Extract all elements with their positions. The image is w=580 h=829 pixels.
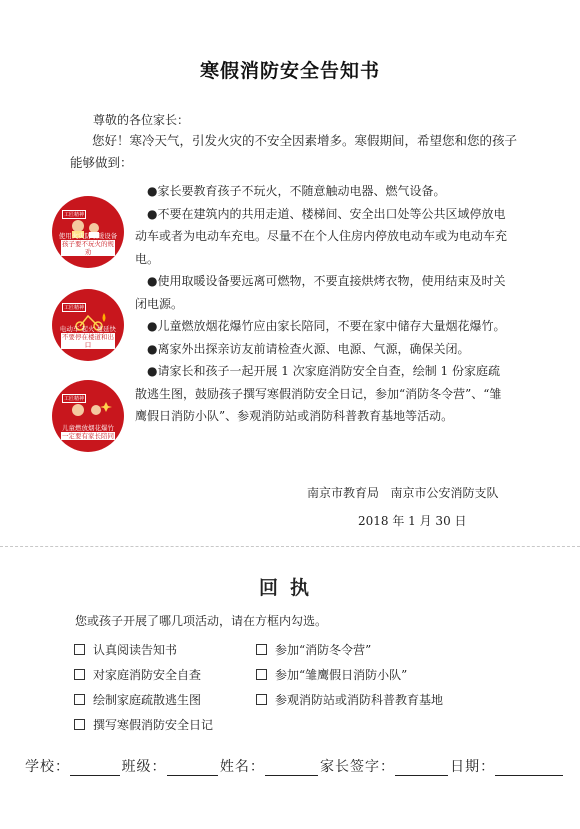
school-field[interactable] — [70, 761, 120, 776]
poster-caption: 电动车 起火 蔓延快 — [59, 325, 117, 333]
bullet-item: ●请家长和孩子一起开展 1 次家庭消防安全自查，绘制 1 份家庭疏散逃生图，鼓励孩子撰写寒假消防安全日记，参加“消防冬令营”、“雏鹰假日消防小队”、参观消防站或消防科普教育基地等活动。 — [135, 364, 502, 423]
document-title: 寒假消防安全告知书 — [199, 60, 380, 82]
bullet-item: ●离家外出探亲访友前请检查火源、电源、气源，确保关闭。 — [147, 341, 470, 356]
poster-caption-highlight: 一定要有家长陪同 — [62, 432, 114, 440]
bullet-list — [135, 180, 510, 428]
checkbox-box[interactable] — [256, 669, 267, 680]
checkbox-label: 撰写寒假消防安全日记 — [93, 718, 214, 732]
bullet-item: ●使用取暖设备要远离可燃物，不要直接烘烤衣物，使用结束及时关闭电源。 — [135, 274, 506, 311]
issuer-signature: 南京市教育局 南京市公安消防支队 — [307, 486, 499, 500]
greeting: 尊敬的各位家长： — [93, 113, 190, 127]
poster-caption: 儿童燃放烟花爆竹 — [62, 424, 114, 432]
school-label: 学校： — [25, 759, 70, 775]
intro-paragraph: 您好！寒冷天气，引发火灾的不安全因素增多。寒假期间，希望您和您的孩子能够做到： — [70, 133, 518, 170]
checkbox-label: 认真阅读告知书 — [93, 643, 178, 657]
bullet-item: ●不要在建筑内的共用走道、楼梯间、安全出口处等公共区域停放电动车或者为电动车充电。尽量不在个人住房内停放电动车或为电动车充电。 — [135, 206, 508, 266]
class-label: 班级： — [121, 759, 167, 775]
checkbox-box[interactable] — [256, 644, 267, 655]
fire-safety-poster — [52, 289, 124, 361]
checkbox-box[interactable] — [74, 719, 85, 730]
poster-tag: 工匠精神 — [64, 396, 85, 402]
checkbox-visit-station[interactable] — [256, 691, 443, 708]
poster-tag: 工匠精神 — [64, 305, 85, 311]
date-label: 日期： — [450, 759, 496, 775]
parent-signature-label: 家长签字： — [320, 759, 395, 775]
checkbox-label: 对家庭消防安全自查 — [93, 668, 202, 682]
poster-tag: 工匠精神 — [64, 212, 85, 218]
checkbox-fire-team[interactable] — [256, 666, 407, 683]
checkbox-label: 参加“雏鹰假日消防小队” — [275, 668, 408, 682]
checkbox-label: 绘制家庭疏散逃生图 — [93, 693, 202, 707]
checkbox-box[interactable] — [74, 694, 85, 705]
receipt-instruction: 您或孩子开展了哪几项活动，请在方框内勾选。 — [75, 614, 328, 628]
checkbox-label: 参加“消防冬令营” — [275, 643, 372, 657]
checkbox-label: 参观消防站或消防科普教育基地 — [275, 693, 444, 707]
checkbox-diary[interactable] — [74, 716, 213, 733]
checkbox-winter-camp[interactable] — [256, 641, 371, 658]
checkbox-read-notice[interactable] — [74, 641, 177, 658]
fireworks-icon — [58, 398, 118, 422]
checkbox-escape-map[interactable] — [74, 691, 201, 708]
bullet-item: ●家长要教育孩子不玩火，不随意触动电器、燃气设备。 — [147, 184, 446, 198]
poster-caption-highlight: 不要停在楼道和出口 — [62, 333, 114, 349]
checkbox-home-check[interactable] — [74, 666, 201, 683]
checkbox-box[interactable] — [74, 644, 85, 655]
cut-line — [0, 546, 580, 547]
class-field[interactable] — [167, 761, 218, 776]
fire-safety-poster — [52, 380, 124, 452]
checkbox-box[interactable] — [74, 669, 85, 680]
poster-caption: 使用火灾防取暖设备 — [58, 232, 118, 240]
receipt-title: 回执 — [258, 577, 321, 599]
date-field[interactable] — [495, 761, 563, 776]
bullet-item: ●儿童燃放烟花爆竹应由家长陪同，不要在家中储存大量烟花爆竹。 — [147, 319, 506, 333]
poster-caption-highlight: 孩子要不玩火的规劝 — [62, 240, 114, 256]
name-field[interactable] — [265, 761, 318, 776]
parent-signature-field[interactable] — [395, 761, 448, 776]
name-label: 姓名： — [219, 759, 265, 775]
receipt-form-fields — [25, 756, 565, 776]
fire-safety-poster — [52, 196, 124, 268]
issue-date: 2018 年 1 月 30 日 — [358, 514, 467, 528]
checkbox-box[interactable] — [256, 694, 267, 705]
